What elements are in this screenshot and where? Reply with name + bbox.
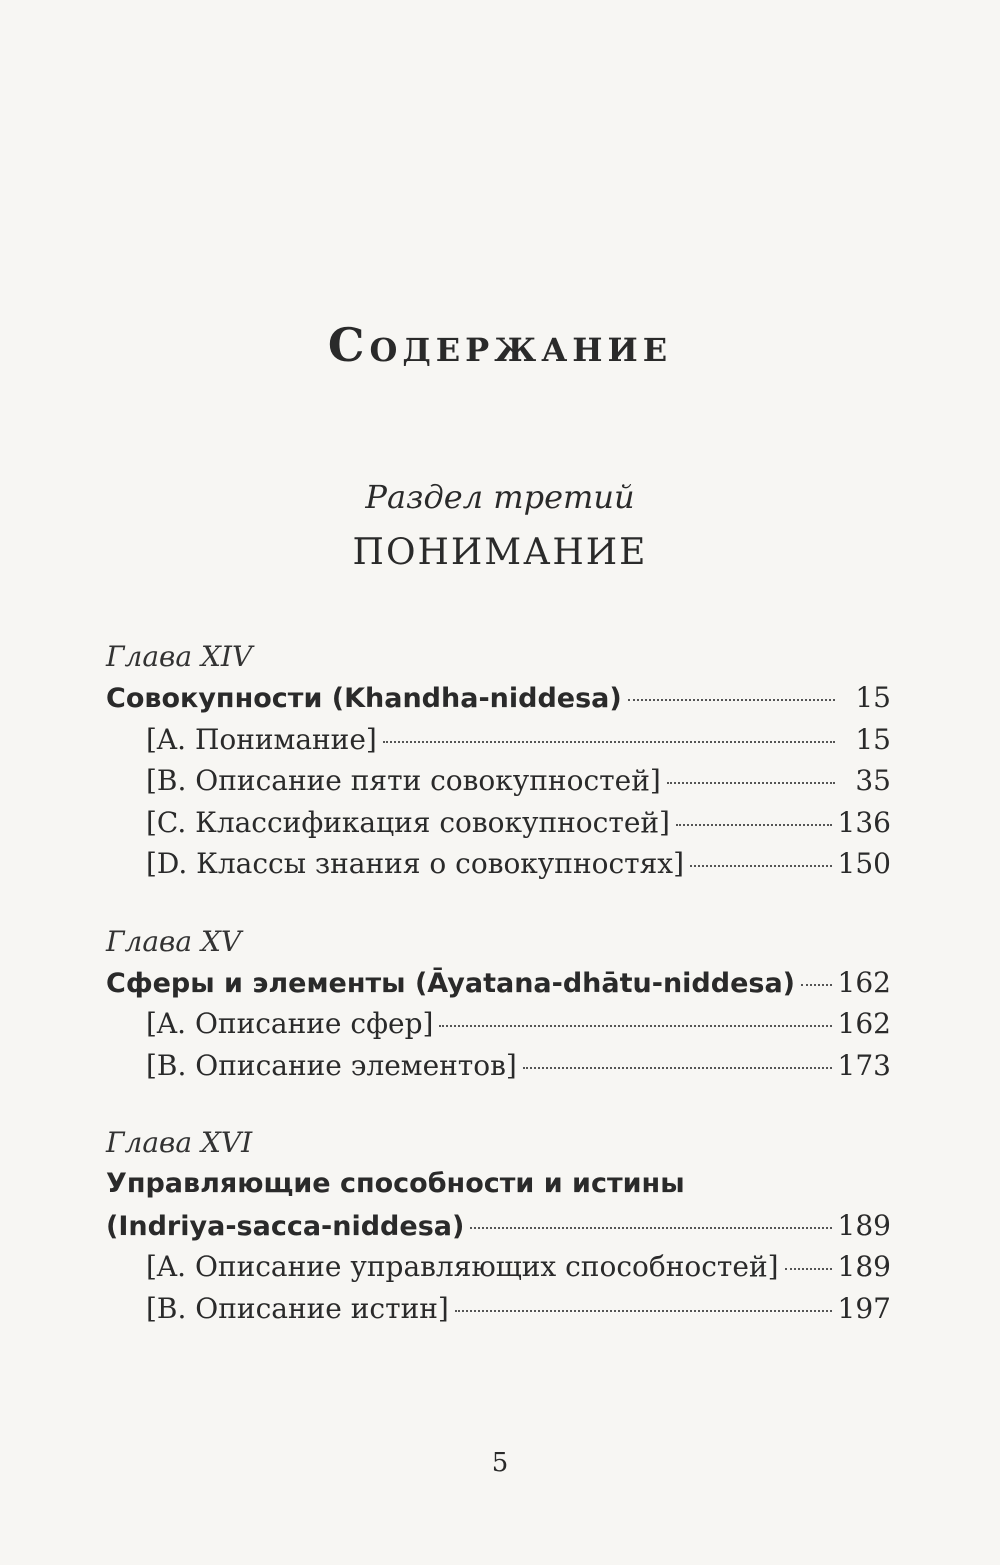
chapter-xvi [106,1122,891,1329]
chapter-xv [106,921,891,1087]
toc-entry[interactable] [106,1205,891,1247]
toc-entry-title: [A. Описание сфер] [146,1007,434,1040]
leader-dots [676,824,832,826]
leader-dots [785,1268,832,1270]
toc-page-number: 189 [837,1208,891,1242]
toc-entry-title: (Indriya-sacca-niddesa) [106,1210,465,1242]
toc-entry-title: Сферы и элементы (Āyatana-dhātu-niddesa) [106,967,796,999]
toc-page-number: 136 [837,805,891,839]
leader-dots [383,741,835,743]
toc-entry-title: [A. Описание управляющих способностей] [146,1250,779,1283]
chapter-xiv [106,636,891,885]
leader-dots [455,1310,832,1312]
toc-subentry[interactable] [106,760,891,802]
toc-page-number: 173 [837,1048,891,1082]
toc-entry-title: Совокупности (Khandha-niddesa) [106,683,622,714]
section-label: Раздел третий [365,478,635,516]
leader-dots [628,699,835,701]
leader-dots [690,865,832,867]
leader-dots [801,984,832,986]
toc-entry-title: [D. Классы знания о совокупностях] [146,847,685,880]
toc-page-number: 197 [837,1291,891,1325]
toc-subentry[interactable] [106,719,891,761]
leader-dots [523,1067,832,1069]
toc-page-number: 189 [837,1250,891,1283]
toc-subentry[interactable] [106,802,891,844]
toc-entry-title: [B. Описание элементов] [146,1048,517,1082]
chapter-label: Глава XIV [106,640,253,673]
table-of-contents [106,636,891,1365]
section-title: ПОНИМАНИЕ [352,532,648,573]
toc-entry-title: [B. Описание истин] [146,1291,449,1325]
chapter-label: Глава XVI [106,1126,253,1159]
toc-page-number: 162 [837,1007,891,1040]
leader-dots [667,782,835,784]
toc-entry[interactable] [106,677,891,719]
chapter-label: Глава XV [106,924,242,958]
toc-page-number: 15 [855,722,891,756]
leader-dots [470,1227,831,1229]
toc-entry-title-line1[interactable]: Управляющие способности и истины [106,1168,685,1199]
toc-subentry[interactable] [106,1246,891,1288]
page-number: 5 [491,1448,509,1478]
toc-subentry[interactable] [106,1288,891,1330]
toc-entry-title: [A. Понимание] [146,722,377,756]
toc-page-number: 35 [855,764,891,797]
page-title: Содержание [327,318,673,372]
leader-dots [439,1025,831,1027]
toc-subentry[interactable] [106,1003,891,1045]
toc-subentry[interactable] [106,843,891,885]
toc-page-number: 150 [837,847,891,880]
toc-page-number: 15 [855,681,891,714]
toc-entry-title: [C. Классификация совокупностей] [146,805,670,839]
toc-entry[interactable] [106,962,891,1004]
toc-subentry[interactable] [106,1045,891,1087]
toc-entry-title: [B. Описание пяти совокупностей] [146,764,661,797]
toc-page-number: 162 [837,965,891,999]
